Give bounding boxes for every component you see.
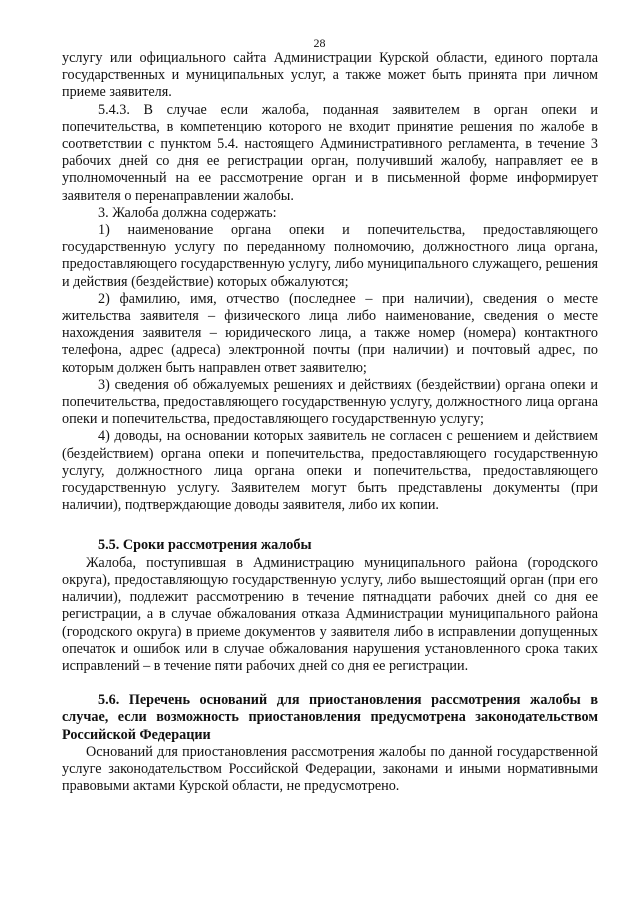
list-item-4: 4) доводы, на основании которых заявитель не согласен с решением и действием (бездействием) органа опеки и попечительства, предоставляющего государственную услугу, должностного лица органа опеки и попечительства, предоставляющего государственную услугу. Заявителем могут быть представлены документы (при наличии), подтверждающие доводы заявителя, либо их копии. (62, 428, 598, 514)
page-content (62, 50, 598, 795)
section-5-5-text: Жалоба, поступившая в Администрацию муниципального района (городского округа), предоставляющую государственную услугу, либо вышестоящий орган (при его наличии), подлежит рассмотрению в течение пятнадцати рабочих дней со дня ее регистрации, а в случае обжалования отказа Администрации муниципального района (городского округа) в приеме документов у заявителя либо в исправлении допущенных опечаток и ошибок или в случае обжалования нарушения установленного срока таких исправлений – в течение пяти рабочих дней со дня ее регистрации. (62, 554, 598, 674)
paragraph-complaint-contents: 3. Жалоба должна содержать: (98, 204, 277, 221)
list-item-3: 3) сведения об обжалуемых решениях и действиях (бездействии) органа опеки и попечительства, предоставляющего государственную услугу, должностного лица органа опеки и попечительства, предоставляющего государственную услугу; (62, 376, 598, 428)
section-5-6-text: Оснований для приостановления рассмотрения жалобы по данной государственной услуге законодательством Российской Федерации, законами и иными нормативными правовыми актами Курской области, не предусмотрено. (62, 743, 598, 795)
paragraph-5-4-3: 5.4.3. В случае если жалоба, поданная заявителем в орган опеки и попечительства, в компетенцию которого не входит принятие решения по жалобе в соответствии с пунктом 5.4. настоящего Административного регламента, в течение 3 рабочих дней со дня ее регистрации орган, получивший жалобу, направляет ее в уполномоченный на ее рассмотрение орган и в письменной форме информирует заявителя о перенаправлении жалобы. (62, 101, 598, 204)
section-5-6-heading: 5.6. Перечень оснований для приостановления рассмотрения жалобы в случае, если возможность приостановления предусмотрена законодательством Российской Федерации (62, 692, 598, 743)
section-5-5-heading: 5.5. Сроки рассмотрения жалобы (98, 537, 312, 554)
list-item-2: 2) фамилию, имя, отчество (последнее – при наличии), сведения о месте жительства заявителя – физического лица либо наименование, сведения о месте нахождения заявителя – юридического лица, а также номер (номера) контактного телефона, адрес (адреса) электронной почты (при наличии) и почтовый адрес, по которым должен быть направлен ответ заявителю; (62, 290, 598, 376)
list-item-1: 1) наименование органа опеки и попечительства, предоставляющего государственную услугу по переданному полномочию, должностного лица органа, предоставляющего государственную услугу, либо муниципального служащего, решения и действия (бездействие) которых обжалуются; (62, 222, 598, 290)
page-number: 28 (313, 36, 326, 50)
paragraph-continuation: услугу или официального сайта Администрации Курской области, единого портала государственных и муниципальных услуг, а также может быть принята при личном приеме заявителя. (62, 50, 598, 101)
